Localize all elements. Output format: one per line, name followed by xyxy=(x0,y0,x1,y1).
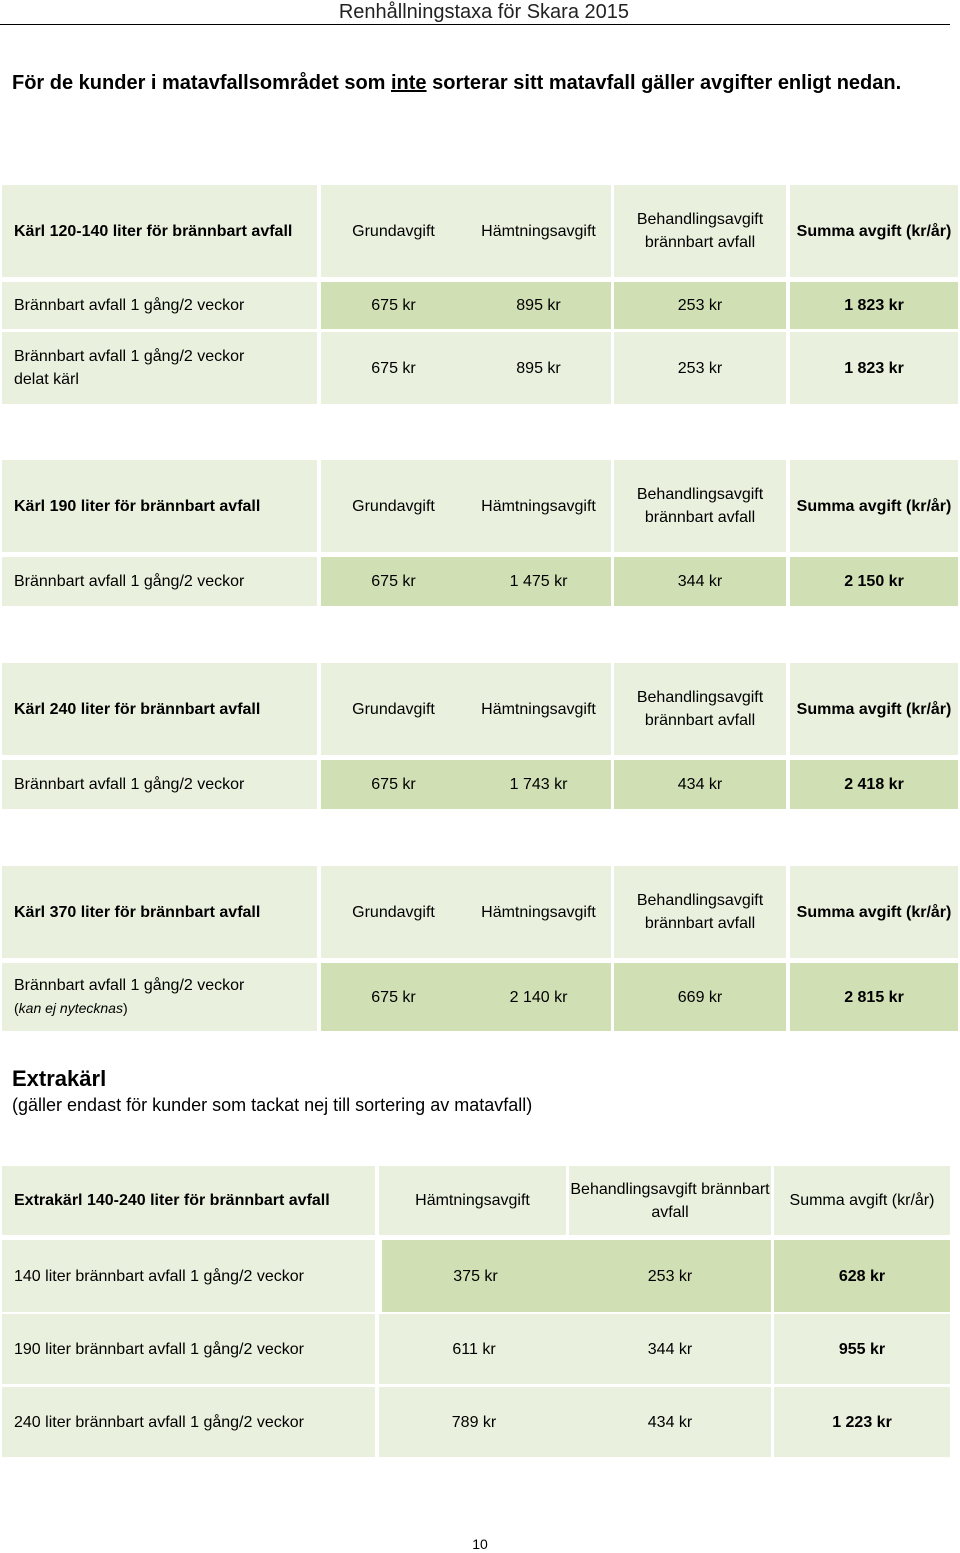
table-cell-total-fee: 2 418 kr xyxy=(790,760,958,809)
intro-text: För de kunder i matavfallsområdet som inte sorterar sitt matavfall gäller avgifter enligt nedan. xyxy=(12,72,902,94)
table-header-treatment-fee: Behandlingsavgift brännbart avfall xyxy=(614,663,786,755)
table-header-treatment-fee: Behandlingsavgift brännbart avfall xyxy=(614,185,786,277)
table-header-total-fee: Summa avgift (kr/år) xyxy=(774,1166,950,1235)
table-cell-total-fee: 2 150 kr xyxy=(790,557,958,606)
table-cell-collection-fee: 1 475 kr xyxy=(466,557,611,606)
table-header-treatment-fee: Behandlingsavgift brännbart avfall xyxy=(614,866,786,958)
table-header-basic-fee: Grundavgift xyxy=(321,663,466,755)
section-title: Extrakärl xyxy=(12,1066,107,1091)
table-header-collection-fee: Hämtningsavgift xyxy=(379,1166,566,1235)
table-cell-collection-fee: 375 kr xyxy=(382,1240,569,1312)
table-header-basic-fee: Grundavgift xyxy=(321,460,466,552)
table-cell-treatment-fee: 344 kr xyxy=(614,557,786,606)
table-cell-collection-fee: 789 kr xyxy=(379,1387,569,1457)
table-row-label: Brännbart avfall 1 gång/2 veckor xyxy=(2,557,317,606)
table-row-label: Brännbart avfall 1 gång/2 veckor xyxy=(2,282,317,329)
table-cell-collection-fee: 1 743 kr xyxy=(466,760,611,809)
table-row-label: 140 liter brännbart avfall 1 gång/2 veckor xyxy=(2,1240,375,1312)
table-header-collection-fee: Hämtningsavgift xyxy=(466,663,611,755)
section-subtitle: (gäller endast för kunder som tackat nej till sortering av matavfall) xyxy=(12,1095,533,1115)
table-header-container-type: Extrakärl 140-240 liter för brännbart avfall xyxy=(2,1166,375,1235)
table-header-treatment-fee: Behandlingsavgift brännbart avfall xyxy=(614,460,786,552)
table-row-label xyxy=(2,963,317,1031)
table-cell-treatment-fee: 344 kr xyxy=(569,1314,771,1384)
page-header xyxy=(0,0,950,25)
table-cell-total-fee: 628 kr xyxy=(774,1240,950,1312)
table-cell-total-fee: 1 223 kr xyxy=(774,1387,950,1457)
table-cell-treatment-fee: 669 kr xyxy=(614,963,786,1031)
document-title: Renhållningstaxa för Skara 2015 xyxy=(338,1,629,23)
table-cell-treatment-fee: 434 kr xyxy=(614,760,786,809)
table-row-label: Brännbart avfall 1 gång/2 veckor delat kärl xyxy=(2,332,317,404)
table-row-label: Brännbart avfall 1 gång/2 veckor xyxy=(2,760,317,809)
table-cell-total-fee: 955 kr xyxy=(774,1314,950,1384)
table-cell-total-fee: 1 823 kr xyxy=(790,282,958,329)
table-header-total-fee: Summa avgift (kr/år) xyxy=(790,185,958,277)
table-header-container-type: Kärl 240 liter för brännbart avfall xyxy=(2,663,317,755)
page-number: 10 xyxy=(472,1536,488,1552)
table-cell-treatment-fee: 253 kr xyxy=(569,1240,771,1312)
table-row-label: 190 liter brännbart avfall 1 gång/2 veckor xyxy=(2,1314,375,1384)
table-cell-collection-fee: 611 kr xyxy=(379,1314,569,1384)
row-label-text: Brännbart avfall 1 gång/2 veckor xyxy=(14,977,245,994)
table-cell-collection-fee: 2 140 kr xyxy=(466,963,611,1031)
table-cell-collection-fee: 895 kr xyxy=(466,282,611,329)
table-cell-basic-fee: 675 kr xyxy=(321,282,466,329)
table-header-collection-fee: Hämtningsavgift xyxy=(466,866,611,958)
row-note: (kan ej nytecknas) xyxy=(14,1000,128,1016)
table-cell-total-fee: 1 823 kr xyxy=(790,332,958,404)
table-header-collection-fee: Hämtningsavgift xyxy=(466,185,611,277)
table-cell-collection-fee: 895 kr xyxy=(466,332,611,404)
table-row-label: 240 liter brännbart avfall 1 gång/2 veckor xyxy=(2,1387,375,1457)
table-header-treatment-fee: Behandlingsavgift brännbart avfall xyxy=(569,1166,771,1235)
table-cell-basic-fee: 675 kr xyxy=(321,963,466,1031)
table-header-container-type: Kärl 370 liter för brännbart avfall xyxy=(2,866,317,958)
table-header-total-fee: Summa avgift (kr/år) xyxy=(790,460,958,552)
table-cell-basic-fee: 675 kr xyxy=(321,557,466,606)
table-header-container-type: Kärl 120-140 liter för brännbart avfall xyxy=(2,185,317,277)
table-cell-basic-fee: 675 kr xyxy=(321,332,466,404)
table-header-basic-fee: Grundavgift xyxy=(321,866,466,958)
table-header-total-fee: Summa avgift (kr/år) xyxy=(790,663,958,755)
table-cell-basic-fee: 675 kr xyxy=(321,760,466,809)
table-header-total-fee: Summa avgift (kr/år) xyxy=(790,866,958,958)
table-header-basic-fee: Grundavgift xyxy=(321,185,466,277)
table-cell-treatment-fee: 253 kr xyxy=(614,282,786,329)
table-cell-treatment-fee: 253 kr xyxy=(614,332,786,404)
table-header-collection-fee: Hämtningsavgift xyxy=(466,460,611,552)
table-cell-treatment-fee: 434 kr xyxy=(569,1387,771,1457)
table-header-container-type: Kärl 190 liter för brännbart avfall xyxy=(2,460,317,552)
table-cell-total-fee: 2 815 kr xyxy=(790,963,958,1031)
